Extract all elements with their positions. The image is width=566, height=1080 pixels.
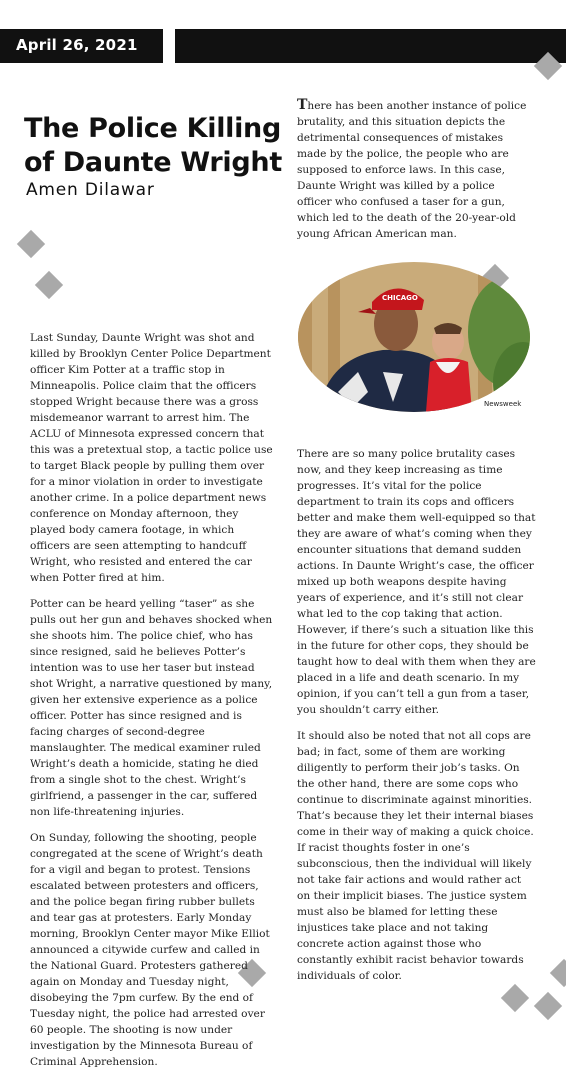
article-photo [298, 262, 530, 412]
intro-paragraph [297, 97, 529, 242]
cap-logo-text: CHICAGO [382, 294, 418, 302]
left-column [30, 330, 275, 1080]
article-title: The Police Killing of Daunte Wright [24, 113, 282, 178]
body-paragraph: Potter can be heard yelling “taser” as she pulls out her gun and behaves shocked when she shoots him. The police chief, who has since resigned, said he believes Potter’s intention was to use her taser but instead shot Wright, a narrative questioned by many, given her extensive experience as a police officer. Potter has since resigned and is facing charges of second-degree manslaughter. The medical examiner ruled Wright’s death a homicide, stating he died from a single shot to the chest. Wright’s girlfriend, a passenger in the car, suffered non life-threatening injuries. [30, 598, 273, 818]
body-paragraph: There are so many police brutality cases now, and they keep increasing as time progresses. It’s vital for the police department to train its cops and officers better and make them well-equipped so that they are aware of what’s coming when they encounter situations that demand sudden actions. In Daunte Wright’s case, the officer mixed up both weapons despite having years of experience, and it’s still not clear what led to the cop taking that action. However, if there’s such a situation like this in the future for other cops, they should be taught how to deal with them when they are placed in a life and death scenario. In my opinion, if you can’t tell a gun from a taser, you shouldn’t carry either. [297, 448, 536, 716]
body-paragraph: Last Sunday, Daunte Wright was shot and killed by Brooklyn Center Police Department officer Kim Potter at a traffic stop in Minneapolis. Police claim that the officers stopped Wright because there was a gross misdemeanor warrant to arrest him. The ACLU of Minnesota expressed concern that this was a pretextual stop, a tactic police use to target Black people by pulling them over for a minor violation in order to investigate another crime. In a police department news conference on Monday afternoon, they played body camera footage, in which officers are seen attempting to handcuff Wright, who resisted and entered the car when Potter fired at him. [30, 332, 273, 584]
diamond-decoration [534, 992, 562, 1020]
photo-credit: Newsweek [484, 400, 522, 408]
drop-cap: T [297, 97, 308, 113]
right-column [297, 446, 537, 994]
issue-date: April 26, 2021 [16, 36, 138, 54]
diamond-decoration [17, 230, 45, 258]
diamond-decoration [35, 271, 63, 299]
author-byline: Amen Dilawar [26, 180, 155, 200]
body-paragraph: On Sunday, following the shooting, people congregated at the scene of Wright’s death for a vigil and began to protest. Tensions escalated between protesters and officers, and the police began firing rubber bullets and tear gas at protesters. Early Monday morning, Brooklyn Center mayor Mike Elliot announced a citywide curfew and called in the National Guard. Protesters gathered again on Monday and Tuesday night, disobeying the 7pm curfew. By the end of Tuesday night, the police had arrested over 60 people. The shooting is now under investigation by the Minnesota Bureau of Criminal Apprehension. [30, 832, 270, 1068]
body-paragraph: It should also be noted that not all cops are bad; in fact, some of them are working diligently to perform their job’s tasks. On the other hand, there are some cops who continue to discriminate against minorities. That’s because they let their internal biases come in their way of making a quick choice. If racist thoughts foster in one’s subconscious, then the individual will likely not take fair actions and would rather act on their implicit biases. The justice system must also be blamed for letting these injustices take place and not taking concrete action against those who constantly exhibit racist behavior towards individuals of color. [297, 730, 534, 982]
diamond-decoration [550, 959, 566, 987]
header-banner [175, 29, 566, 63]
intro-text: here has been another instance of police brutality, and this situation depicts the detrimental consequences of mistakes made by the police, the people who are supposed to enforce laws. In this case, Daunte Wright was killed by a police officer who confused a taser for a gun, which led to the death of the 20-year-old young African American man. [297, 100, 527, 240]
